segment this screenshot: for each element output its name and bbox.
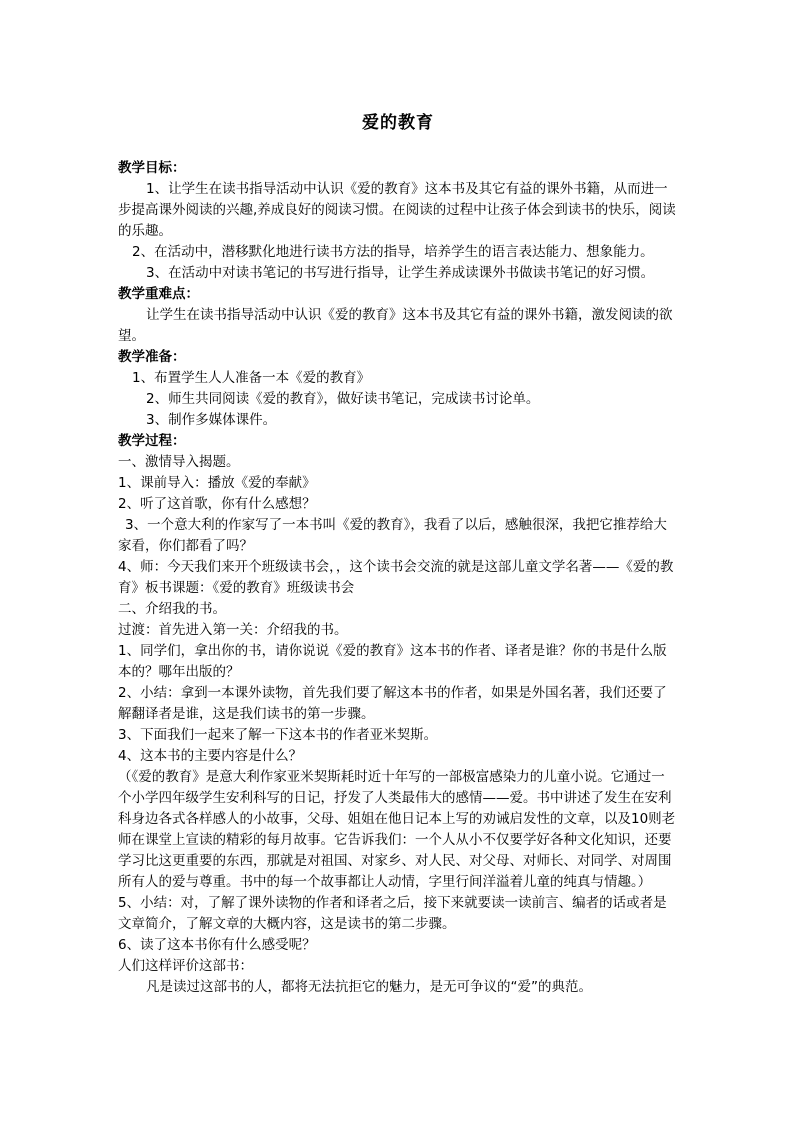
process-line: 3、下面我们一起来了解一下这本书的作者亚米契斯。: [118, 727, 438, 743]
focus-text: 让学生在读书指导活动中认识《爱的教育》这本书及其它有益的课外书籍，激发阅读的欲望。: [118, 307, 673, 344]
process-line: 2、听了这首歌，你有什么感想？: [118, 496, 316, 512]
goal-item: 3、在活动中对读书笔记的书写进行指导，让学生养成读课外书做读书笔记的好习惯。: [146, 265, 655, 281]
document-body: [118, 158, 678, 998]
focus-heading: 教学重难点：: [118, 286, 199, 302]
process-line: 过渡：首先进入第一关：介绍我的书。: [118, 622, 348, 638]
process-line: 2、小结：拿到一本课外读物，首先我们要了解这本书的作者，如果是外国名著，我们还要了解翻译者是谁，这是我们读书的第一步骤。: [118, 685, 667, 722]
process-line: 6、读了这本书你有什么感受呢？: [118, 937, 316, 953]
process-line: 1、课前导入：播放《爱的奉献》: [118, 475, 316, 491]
process-line: 4、师：今天我们来开个班级读书会，，这个读书会交流的就是这部儿童文学名著——《爱的教育》板书课题：《爱的教育》班级读书会: [118, 559, 674, 596]
goals-heading: 教学目标：: [118, 160, 186, 176]
process-line: （《爱的教育》是意大利作家亚米契斯耗时近十年写的一部极富感染力的儿童小说。它通过一个小学四年级学生安利科写的日记，抒发了人类最伟大的感情——爱。书中讲述了发生在安利科身边各式各样感人的小故事，父母、姐姐在他日记本上写的劝诫启发性的文章，以及10则老师在课堂上宣读的精彩的每月故事。它告诉我们：一个人从小不仅要学好各种文化知识，还要学习比这更重要的东西，那就是对祖国、对家乡、对人民、对父母、对师长、对同学、对周围所有人的爱与尊重。书中的每一个故事都让人动情，字里行间洋溢着儿童的纯真与情趣。）: [118, 769, 676, 890]
goal-item: 2、在活动中，潜移默化地进行读书方法的指导，培养学生的语言表达能力、想象能力。: [132, 244, 654, 260]
process-line: 人们这样评价这部书：: [118, 958, 253, 974]
prep-item: 3、制作多媒体课件。: [146, 412, 277, 428]
prep-item: 2、师生共同阅读《爱的教育》，做好读书笔记，完成读书讨论单。: [146, 391, 540, 407]
process-heading: 教学过程：: [118, 433, 186, 449]
process-line: 4、这本书的主要内容是什么？: [118, 748, 303, 764]
prep-heading: 教学准备：: [118, 349, 186, 365]
process-line: 凡是读过这部书的人，都将无法抗拒它的魅力，是无可争议的“爱”的典范。: [146, 979, 592, 995]
process-line: 5、小结：对，了解了课外读物的作者和译者之后，接下来就要读一读前言、编者的话或者是文章简介，了解文章的大概内容，这是读书的第二步骤。: [118, 895, 667, 932]
goal-item: 1、让学生在读书指导活动中认识《爱的教育》这本书及其它有益的课外书籍，从而进一步提高课外阅读的兴趣,养成良好的阅读习惯。在阅读的过程中让孩子体会到读书的快乐，阅读的乐趣。: [118, 181, 676, 239]
process-line: 3、一个意大利的作家写了一本书叫《爱的教育》，我看了以后，感触很深，我把它推荐给大家看，你们都看了吗？: [118, 517, 667, 554]
process-line: 1、同学们，拿出你的书，请你说说《爱的教育》这本书的作者、译者是谁？你的书是什么版本的？哪年出版的？: [118, 643, 667, 680]
process-line: 二、介绍我的书。: [118, 601, 226, 617]
prep-item: 1、布置学生人人准备一本《爱的教育》: [132, 370, 371, 386]
document-title: 爱的教育: [362, 113, 434, 133]
process-line: 一、激情导入揭题。: [118, 454, 240, 470]
